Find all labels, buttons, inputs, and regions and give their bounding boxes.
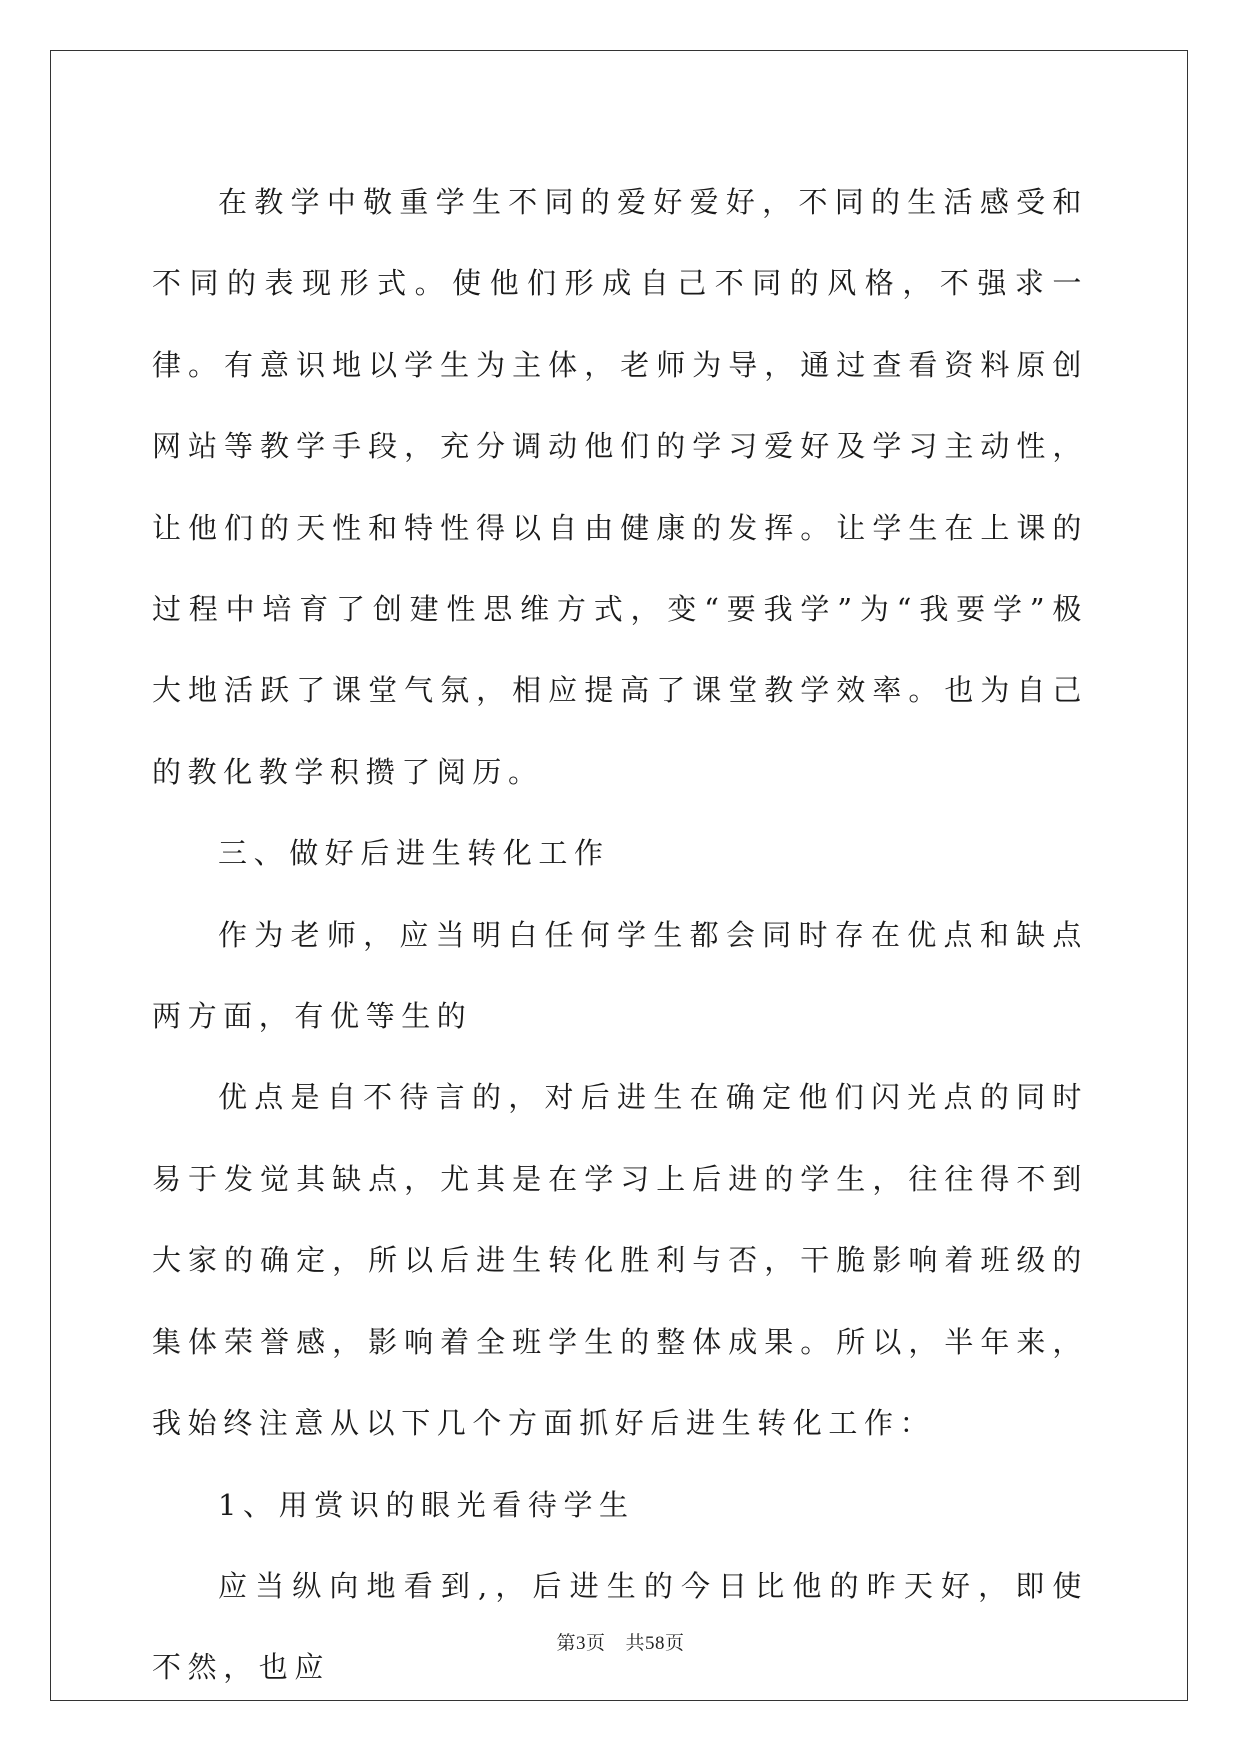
section-heading-3: 三、做好后进生转化工作 [218,836,610,871]
paragraph-teacher-awareness: 作为老师，应当明白任何学生都会同时存在优点和缺点两方面，有优等生的 [152,917,1088,1034]
paragraph-teaching-respect: 在教学中敬重学生不同的爱好爱好，不同的生活感受和不同的表现形式。使他们形成自己不同的风格，不强求一律。有意识地以学生为主体，老师为导，通过查看资料原创网站等教学手段，充分调动他们的学习爱好及学习主动性，让他们的天性和特性得以自由健康的发挥。让学生在上课的过程中培育了创建性思维方式，变“要我学”为“我要学”极大地活跃了课堂气氛，相应提高了课堂教学效率。也为自己的教化教学积攒了阅历。 [152,185,1088,789]
document-body [152,162,1088,1709]
page-footer [0,1628,1241,1655]
subheading-1: 1、用赏识的眼光看待学生 [218,1487,635,1522]
paragraph-strengths: 优点是自不待言的，对后进生在确定他们闪光点的同时易于发觉其缺点，尤其是在学习上后进的学生，往往得不到大家的确定，所以后进生转化胜利与否，干脆影响着班级的集体荣誉感，影响着全班学生的整体成果。所以，半年来，我始终注意从以下几个方面抓好后进生转化工作： [152,1080,1088,1441]
page-suffix: 页 [585,1632,606,1654]
total-suffix: 页 [665,1632,685,1654]
total-prefix: 共 [625,1632,646,1654]
paragraph-vertical-view: 应当纵向地看到,，后进生的今日比他的昨天好，即使不然，也应 [152,1568,1088,1685]
current-page-number: 3 [575,1633,586,1654]
total-page-count: 58 [645,1633,666,1654]
page-prefix: 第 [556,1632,576,1654]
